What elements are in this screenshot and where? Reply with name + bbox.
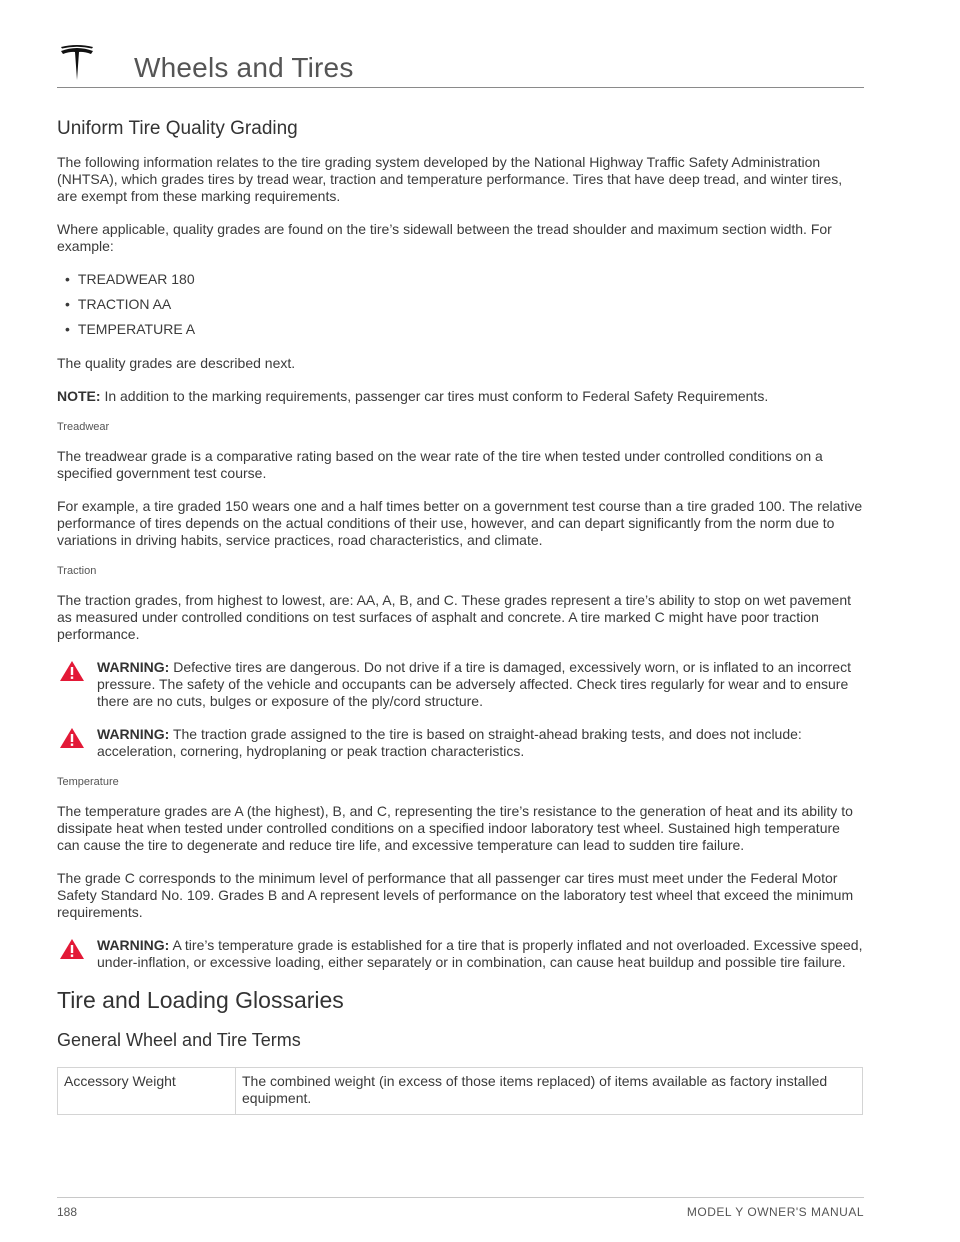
list-item: • TRACTION AA (65, 296, 863, 313)
page-footer (57, 1197, 864, 1219)
note-text: In addition to the marking requirements, passenger car tires must conform to Federal Safety Requirements. (104, 388, 769, 404)
temperature-p1: The temperature grades are A (the highest), B, and C, representing the tire’s resistance to the generation of heat and its ability to dissipate heat when tested under controlled conditions on a specified indoor laboratory test wheel. Sustained high temperature can cause the tire to degenerate and reduce tire life, and excessive temperature can lead to sudden tire failure. (57, 803, 853, 853)
glossary-definition: The combined weight (in excess of those items replaced) of items available as factory installed equipment. (236, 1068, 863, 1115)
glossaries-heading: Tire and Loading Glossaries (57, 987, 344, 1013)
glossary-term: Accessory Weight (58, 1068, 236, 1115)
page-content (57, 118, 863, 1115)
traction-warning-2 (57, 726, 863, 760)
warning-label: WARNING: (97, 659, 170, 675)
warning-triangle-icon (59, 660, 85, 682)
list-item: • TEMPERATURE A (65, 321, 863, 338)
utqg-intro: The following information relates to the tire grading system developed by the National Highway Traffic Safety Administration (NHTSA), which grades tires by tread wear, traction and temperature performance. Tires that have deep tread, and winter tires, are exempt from these marking requirements. (57, 154, 843, 204)
manual-name: MODEL Y OWNER'S MANUAL (686, 1205, 864, 1219)
warning-label: WARNING: (97, 726, 170, 742)
temperature-warning (57, 937, 863, 971)
temperature-p2: The grade C corresponds to the minimum level of performance that all passenger car tires must meet under the Federal Motor Safety Standard No. 109. Grades B and A represent levels of performance on the laboratory test wheel that exceed the minimum requirements. (57, 870, 854, 920)
treadwear-p2: For example, a tire graded 150 wears one and a half times better on a government test course than a tire graded 100. The relative performance of tires depends on the actual conditions of their use, however, and can depart significantly from the norm due to variations in driving habits, service practices, road characteristics, and climate. (57, 498, 863, 548)
warning-label: WARNING: (97, 937, 170, 953)
tesla-logo-icon (57, 44, 97, 84)
treadwear-p1: The treadwear grade is a comparative rating based on the wear rate of the tire when tested under controlled conditions on a specified government test course. (57, 448, 823, 481)
utqg-note (57, 388, 863, 405)
glossaries-subheading: General Wheel and Tire Terms (57, 1030, 301, 1050)
utqg-described: The quality grades are described next. (57, 355, 296, 371)
utqg-heading: Uniform Tire Quality Grading (57, 118, 298, 139)
warning-text: The traction grade assigned to the tire is based on straight-ahead braking tests, and does not include: acceleration, cornering, hydroplaning or peak traction characteristics. (97, 726, 802, 759)
warning-text: Defective tires are dangerous. Do not drive if a tire is damaged, excessively worn, or is inflated to an incorrect pressure. The safety of the vehicle and occupants can be adversely affected. Check tires regularly for wear and to ensure there are no cuts, bulges or exposure of the ply/cord structure. (97, 659, 851, 709)
traction-p1: The traction grades, from highest to lowest, are: AA, A, B, and C. These grades represent a tire’s ability to stop on wet pavement as measured under controlled conditions on test surfaces of asphalt and concrete. A tire marked C might have poor traction performance. (57, 592, 852, 642)
warning-triangle-icon (59, 938, 85, 960)
utqg-where: Where applicable, quality grades are found on the tire’s sidewall between the tread shoulder and maximum section width. For example: (57, 221, 832, 254)
traction-warning-1 (57, 659, 863, 710)
note-label: NOTE: (57, 388, 101, 404)
grade-examples-list (57, 271, 863, 338)
chapter-title: Wheels and Tires (134, 52, 354, 83)
glossary-table (57, 1067, 863, 1115)
temperature-heading: Temperature (57, 776, 119, 788)
table-row (58, 1068, 863, 1115)
warning-text: A tire’s temperature grade is established for a tire that is properly inflated and not overloaded. Excessive speed, under-inflation, or excessive loading, either separately or in combination, can cause heat buildup and possible tire failure. (97, 937, 863, 970)
warning-triangle-icon (59, 727, 85, 749)
page-number: 188 (57, 1205, 78, 1219)
treadwear-heading: Treadwear (57, 421, 110, 433)
list-item: • TREADWEAR 180 (65, 271, 863, 288)
traction-heading: Traction (57, 565, 97, 577)
page-header (57, 40, 864, 88)
